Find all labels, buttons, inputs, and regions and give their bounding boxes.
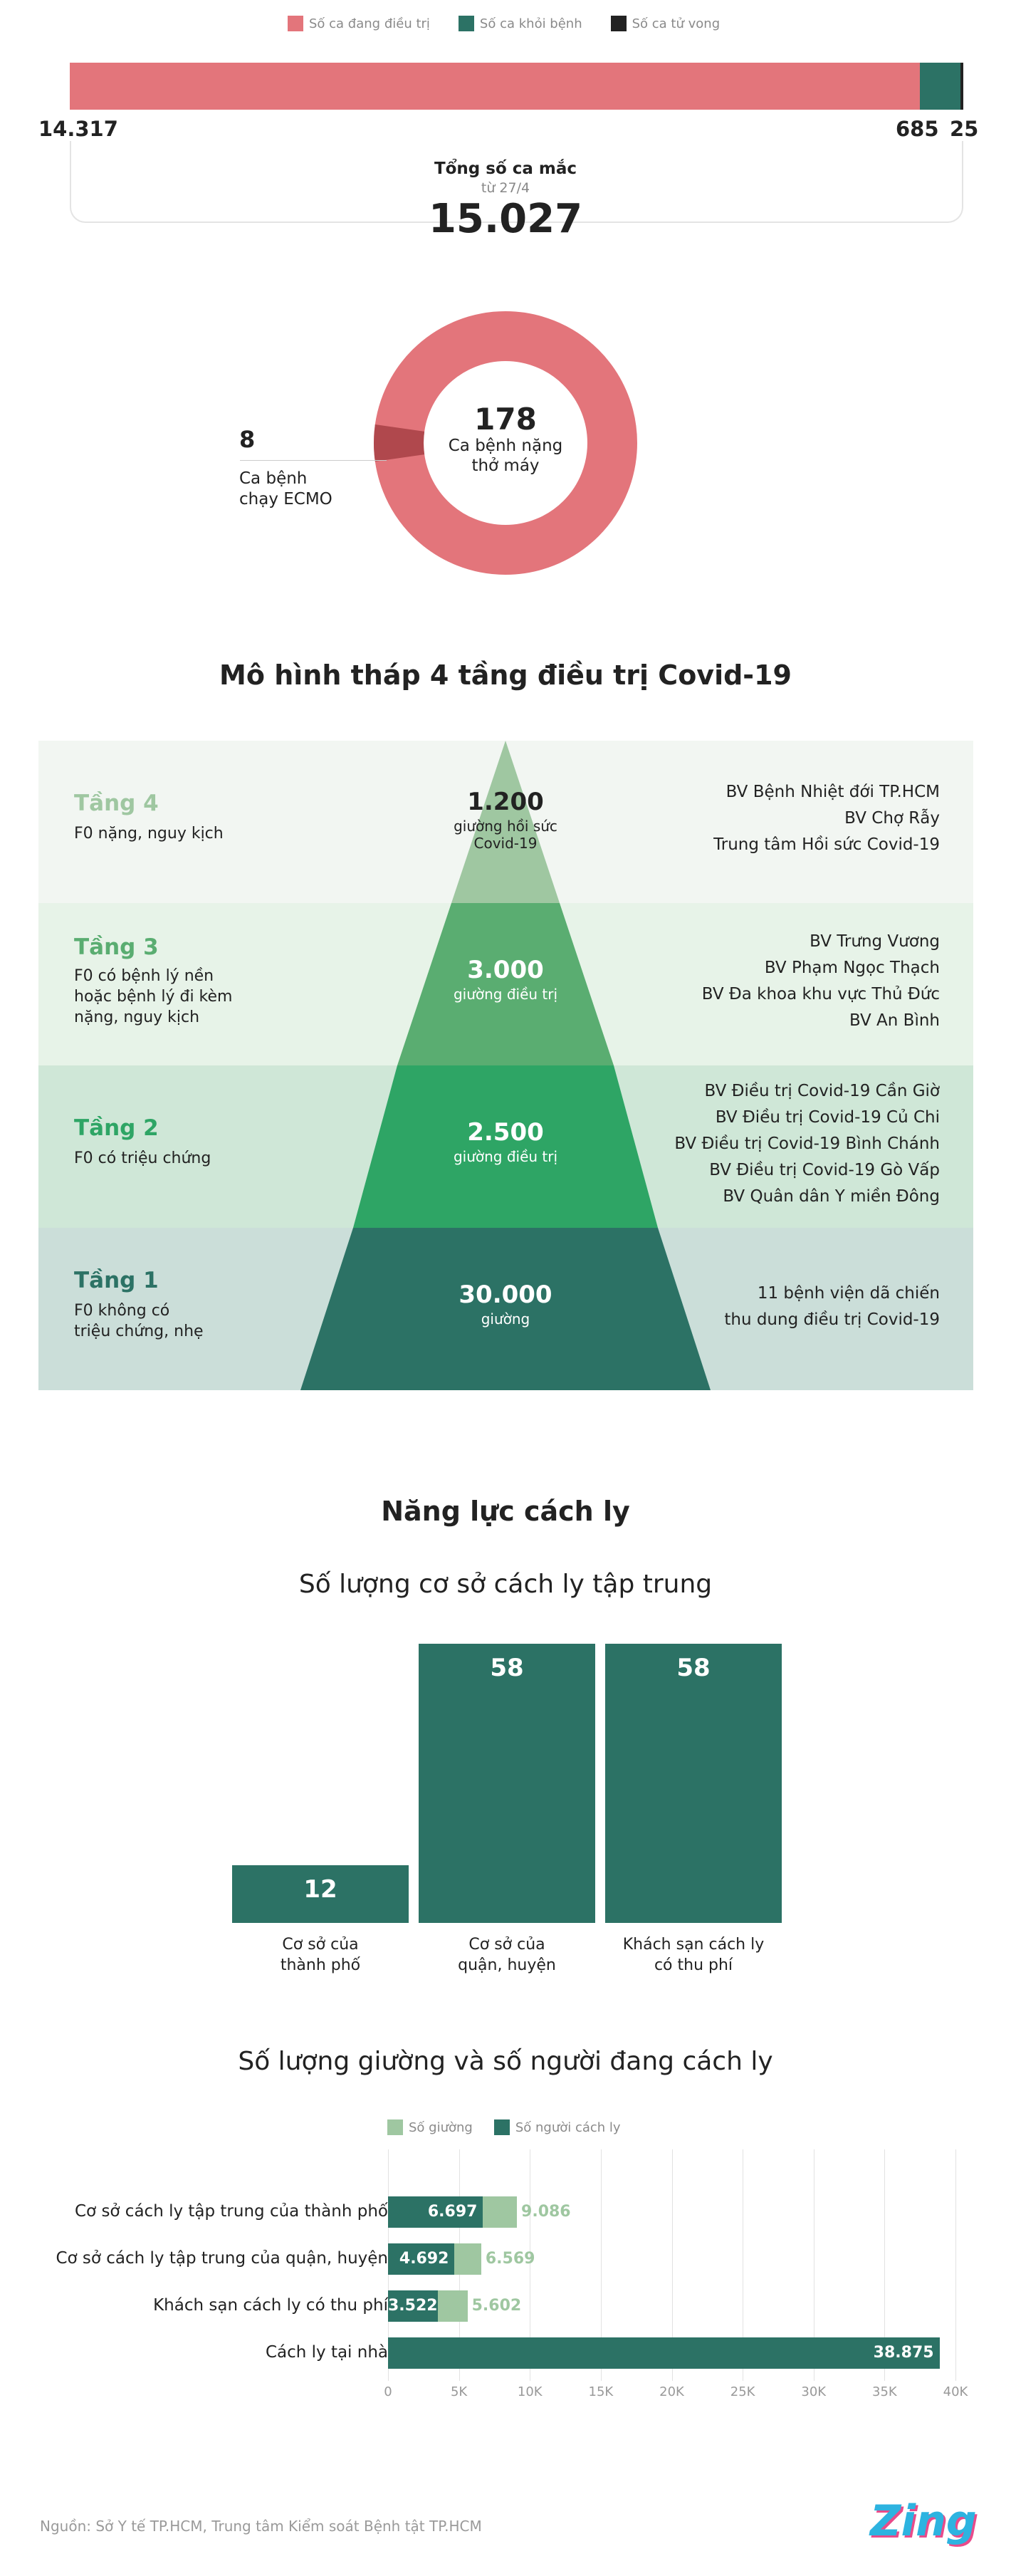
tier-2-hospital: BV Điều trị Covid-19 Bình Chánh (674, 1135, 940, 1153)
total-cases-since: từ 27/4 (481, 180, 530, 196)
legend-label-people: Số người cách ly (515, 2119, 621, 2135)
hbar-people-label: 4.692 (399, 2250, 449, 2268)
tier-2-hospital: BV Điều trị Covid-19 Cần Giờ (704, 1082, 940, 1100)
hbar-tick-label: 15K (588, 2384, 614, 2399)
bar-value-label: 12 (303, 1874, 337, 1904)
tier-4-beds-unit: giường hồi sức Covid-19 (454, 818, 557, 852)
ecmo-number: 8 (239, 426, 256, 453)
bar-district-facilities (419, 1644, 595, 1923)
hbar-tick-label: 30K (801, 2384, 827, 2399)
legend-item-deaths (611, 16, 721, 31)
legend-label-beds: Số giường (409, 2119, 473, 2135)
tier-4-hospital: Trung tâm Hồi sức Covid-19 (713, 835, 940, 854)
tier-4-hospitals (570, 779, 940, 858)
legend-label-deaths: Số ca tử vong (632, 16, 721, 31)
tier-2-title: Tầng 2 (74, 1115, 159, 1141)
tier-3-hospitals (570, 929, 940, 1034)
hbar-beds-label: 5.602 (471, 2297, 522, 2315)
tier-3-beds-unit: giường điều trị (453, 986, 558, 1003)
tier-2-beds: 2.500 (467, 1118, 544, 1147)
treating-count: 14.317 (38, 117, 118, 141)
ecmo-label: Ca bệnh chạy ECMO (239, 469, 332, 509)
donut-center-number: 178 (474, 402, 537, 437)
tier-2-beds-unit: giường điều trị (453, 1148, 558, 1165)
beds-legend (387, 2119, 621, 2135)
bar-value-label: 58 (490, 1654, 524, 1682)
hbar-tick-label: 35K (872, 2384, 897, 2399)
hbar-tick-label: 10K (517, 2384, 543, 2399)
tier-3-hospital: BV Đa khoa khu vực Thủ Đức (701, 985, 940, 1003)
hbar-tick-label: 0 (384, 2384, 392, 2399)
legend-item-people (494, 2119, 621, 2135)
legend-label-treating: Số ca đang điều trị (309, 16, 430, 31)
bar-category-label: Cơ sở của quận, huyện (458, 1936, 556, 1974)
tier-3-hospital: BV Phạm Ngọc Thạch (764, 959, 940, 977)
tier-4-hospital: BV Chợ Rẫy (844, 809, 940, 828)
legend-swatch-deaths (611, 16, 627, 31)
hbar-beds-label: 9.086 (521, 2203, 571, 2221)
bar-segment-recovered (920, 63, 960, 110)
bar-segment-deaths (960, 63, 963, 110)
tier-1-hospital: 11 bệnh viện dã chiến (757, 1284, 940, 1303)
hbar-gridline (955, 2149, 956, 2381)
tier-4-desc: F0 nặng, nguy kịch (74, 825, 224, 843)
hbar-people-label: 3.522 (388, 2297, 438, 2315)
bar-segment-treating (70, 63, 920, 110)
hbar-tick-label: 40K (943, 2384, 968, 2399)
legend-top (288, 16, 720, 31)
recovered-count: 685 (896, 117, 939, 141)
tier-1-hospitals (570, 1281, 940, 1333)
legend-label-recovered: Số ca khỏi bệnh (479, 16, 582, 31)
hbar-category-label: Cơ sở cách ly tập trung của quận, huyện (56, 2249, 388, 2268)
tier-1-hospital: thu dung điều trị Covid-19 (724, 1310, 940, 1329)
zing-logo: Zing (870, 2496, 977, 2546)
tier-1-beds: 30.000 (459, 1281, 552, 1309)
legend-swatch-recovered (459, 16, 474, 31)
legend-swatch-treating (288, 16, 303, 31)
tier-3-desc: F0 có bệnh lý nền hoặc bệnh lý đi kèm nặng, nguy kịch (74, 967, 233, 1026)
total-cases-value: 15.027 (428, 196, 583, 242)
tier-3-beds: 3.000 (467, 956, 544, 984)
source-note: Nguồn: Sở Y tế TP.HCM, Trung tâm Kiểm soát Bệnh tật TP.HCM (40, 2518, 482, 2535)
legend-swatch-people (494, 2119, 510, 2135)
cases-stacked-bar (70, 63, 963, 110)
total-cases-label: Tổng số ca mắc (434, 160, 577, 178)
bar-category-label: Cơ sở của thành phố (280, 1936, 361, 1974)
tier-3-title: Tầng 3 (74, 934, 159, 960)
hbar-tick-label: 5K (450, 2384, 468, 2399)
tier-2-hospitals (570, 1078, 940, 1210)
isolation-title: Năng lực cách ly (381, 1496, 630, 1527)
tier-1-desc: F0 không có triệu chứng, nhẹ (74, 1302, 204, 1340)
hbar-category-label: Cách ly tại nhà (265, 2343, 388, 2362)
tier-2-desc: F0 có triệu chứng (74, 1149, 211, 1167)
pyramid-title: Mô hình tháp 4 tầng điều trị Covid-19 (219, 659, 792, 691)
tier-4-beds: 1.200 (467, 788, 544, 816)
bar-category-label: Khách sạn cách ly có thu phí (622, 1936, 765, 1974)
legend-swatch-beds (387, 2119, 403, 2135)
tier-3-hospital: BV Trưng Vương (810, 932, 940, 951)
legend-item-treating (288, 16, 430, 31)
hbar-category-label: Khách sạn cách ly có thu phí (153, 2296, 388, 2315)
hbar-people-label: 6.697 (427, 2203, 478, 2221)
tier-2-hospital: BV Điều trị Covid-19 Củ Chi (715, 1108, 940, 1127)
ecmo-leader-line (240, 460, 387, 461)
bar-value-label: 58 (676, 1654, 711, 1682)
tier-1-title: Tầng 1 (74, 1268, 159, 1293)
deaths-count: 25 (950, 117, 979, 141)
bar-paid-hotels (605, 1644, 782, 1923)
tier-1-beds-unit: giường (481, 1310, 530, 1328)
hbar-category-label: Cơ sở cách ly tập trung của thành phố (75, 2202, 388, 2221)
tier-2-hospital: BV Quân dân Y miền Đông (723, 1187, 940, 1206)
tier-3-hospital: BV An Bình (849, 1011, 940, 1030)
hbar-tick-label: 25K (730, 2384, 755, 2399)
donut-center-label: Ca bệnh nặng thở máy (448, 437, 563, 475)
tier-4-title: Tầng 4 (74, 791, 159, 816)
beds-chart-title: Số lượng giường và số người đang cách ly (238, 2047, 773, 2076)
facilities-chart-title: Số lượng cơ sở cách ly tập trung (298, 1570, 713, 1599)
hbar-beds-label: 6.569 (485, 2250, 535, 2268)
hbar-people-label: 38.875 (873, 2344, 934, 2362)
hbar-tick-label: 20K (659, 2384, 684, 2399)
tier-4-hospital: BV Bệnh Nhiệt đới TP.HCM (725, 783, 940, 801)
legend-item-recovered (459, 16, 582, 31)
tier-2-hospital: BV Điều trị Covid-19 Gò Vấp (709, 1161, 940, 1179)
legend-item-beds (387, 2119, 473, 2135)
